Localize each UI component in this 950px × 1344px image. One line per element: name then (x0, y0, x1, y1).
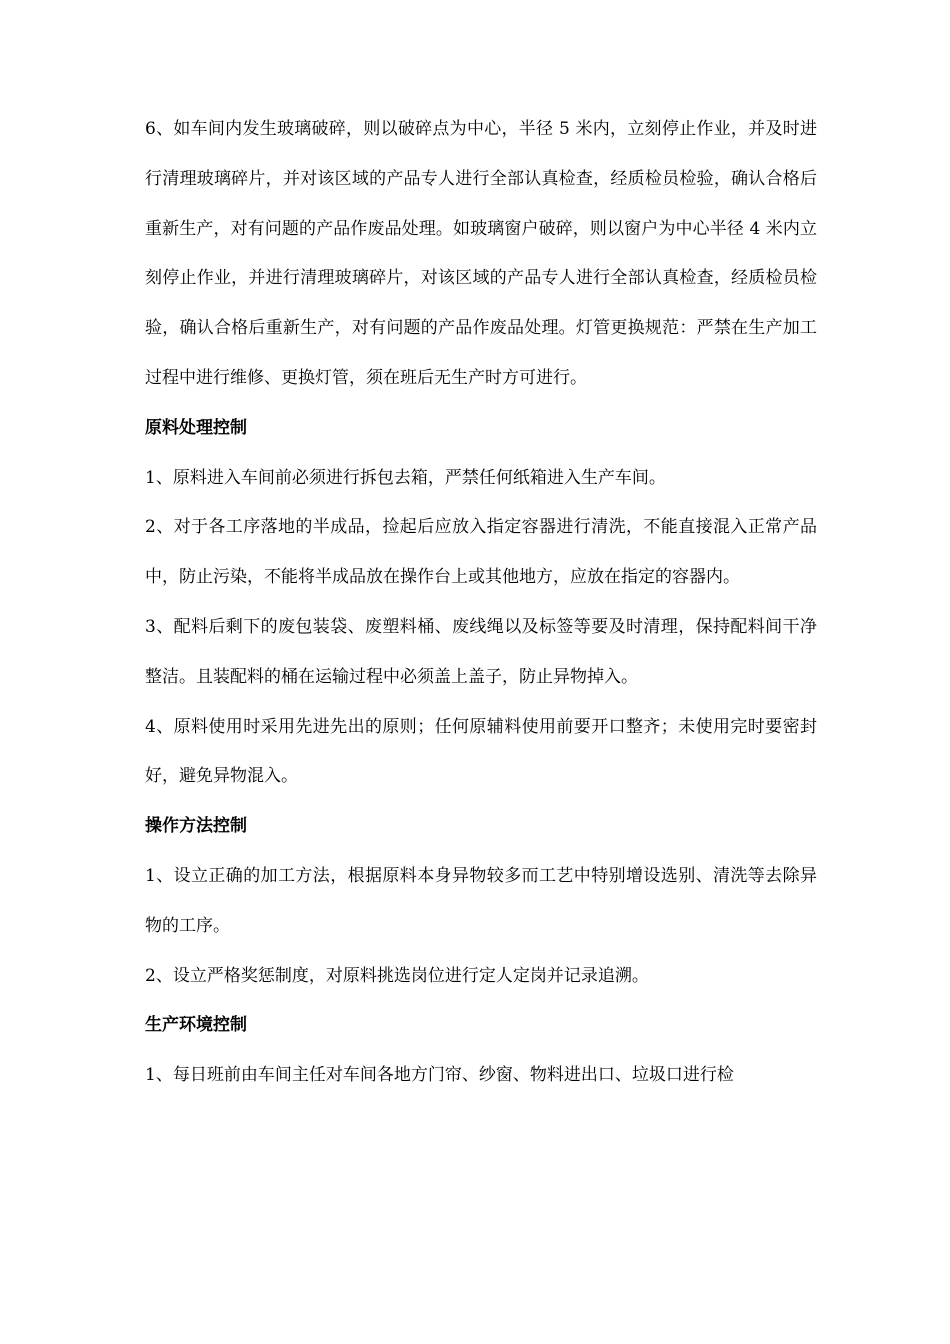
paragraph-environment-1: 1、每日班前由车间主任对车间各地方门帘、纱窗、物料进出口、垃圾口进行检 (145, 1065, 734, 1086)
document-body (145, 105, 817, 1101)
heading-raw-material-control: 原料处理控制 (145, 417, 247, 438)
paragraph-raw-material-1: 1、原料进入车间前必须进行拆包去箱，严禁任何纸箱进入生产车间。 (145, 467, 666, 488)
paragraph-operation-2: 2、设立严格奖惩制度，对原料挑选岗位进行定人定岗并记录追溯。 (145, 965, 649, 986)
heading-operation-method-control: 操作方法控制 (145, 816, 247, 837)
heading-production-environment-control: 生产环境控制 (145, 1015, 247, 1036)
paragraph-glass-breakage: 6、如车间内发生玻璃破碎，则以破碎点为中心，半径 5 米内，立刻停止作业，并及时进行清理玻璃碎片，并对该区域的产品专人进行全部认真检查，经质检员检验，确认合格后重新生产，对有问题的产品作废品处理。如玻璃窗户破碎，则以窗户为中心半径 4 米内立刻停止作业，并进行清理玻璃碎片，对该区域的产品专人进行全部认真检查，经质检员检验，确认合格后重新生产，对有问题的产品作废品处理。灯管更换规范：严禁在生产加工过程中进行维修、更换灯管，须在班后无生产时方可进行。 (145, 119, 817, 388)
paragraph-raw-material-2: 2、对于各工序落地的半成品，捡起后应放入指定容器进行清洗，不能直接混入正常产品中，防止污染，不能将半成品放在操作台上或其他地方，应放在指定的容器内。 (145, 517, 817, 588)
paragraph-operation-1: 1、设立正确的加工方法，根据原料本身异物较多而工艺中特别增设选别、清洗等去除异物的工序。 (145, 865, 817, 936)
paragraph-raw-material-4: 4、原料使用时采用先进先出的原则；任何原辅料使用前要开口整齐；未使用完时要密封好，避免异物混入。 (145, 716, 817, 787)
paragraph-raw-material-3: 3、配料后剩下的废包装袋、废塑料桶、废线绳以及标签等要及时清理，保持配料间干净整洁。且装配料的桶在运输过程中必须盖上盖子，防止异物掉入。 (145, 616, 817, 687)
